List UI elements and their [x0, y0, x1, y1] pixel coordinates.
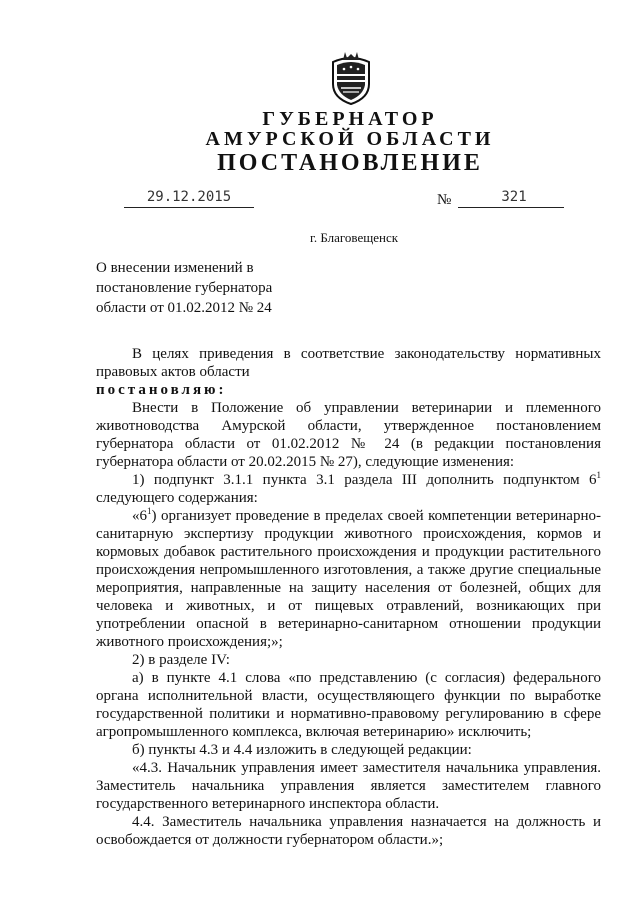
body-line: санитарную экспертизу продукции животного происхождения, кормов и [96, 526, 601, 542]
body-line: 4.4. Заместитель начальника управления назначается на должность и [132, 814, 601, 830]
body-line: кормовых добавок растительного происхождения и продукции растительного [96, 544, 601, 560]
header-title-governor: ГУБЕРНАТОР [262, 108, 438, 130]
body-line: агропромышленного комплекса, включая ветеринарию» исключить; [96, 724, 532, 740]
body-line: государственной политики и нормативно-правовому регулированию в сфере [96, 706, 601, 722]
body-line: освобождается от должности губернатором области.»; [96, 832, 444, 848]
city-name: г. Благовещенск [309, 230, 399, 245]
body-line: происхождения непромышленного изготовления, а также другие специальные [96, 562, 601, 578]
body-line: а) в пункте 4.1 слова «по представлению (с согласия) федерального [132, 670, 601, 686]
body-line: животноводства Амурской области, утвержденное постановлением [96, 418, 601, 434]
body-line: «4.3. Начальник управления имеет заместителя начальника управления. [132, 760, 601, 776]
body-line: Заместитель начальника управления является заместителем главного [96, 778, 601, 794]
decree-word: постановляю: [96, 382, 227, 398]
body-line: 2) в разделе IV: [132, 652, 230, 668]
document-date: 29.12.2015 [146, 189, 232, 205]
body-line: органа исполнительной власти, осуществляющего функции по выработке [96, 688, 601, 704]
body-line: губернатора области от 01.02.2012 № 24 (в редакции постановления [96, 436, 601, 452]
superscript: 1 [147, 506, 152, 516]
coat-of-arms-icon [327, 52, 375, 106]
body-line: мероприятия, направленные на защиту населения от болезней, общих для [96, 580, 601, 596]
body-line: Внести в Положение об управлении ветеринарии и племенного [132, 400, 601, 416]
body-line: правовых актов области [96, 364, 250, 380]
subject-line: области от 01.02.2012 № 24 [96, 300, 272, 316]
body-line: человека и животных, и от пищевых отравлений, возникающих при [96, 598, 601, 614]
body-line [96, 471, 601, 489]
body-line [96, 507, 601, 525]
body-line: употреблении опасной в ветеринарно-санитарном отношении продукции [96, 616, 601, 632]
subject-line: постановление губернатора [96, 280, 273, 296]
document-type-title: ПОСТАНОВЛЕНИЕ [217, 150, 483, 176]
body-line: животного происхождения;»; [96, 634, 283, 650]
subject-line: О внесении изменений в [96, 260, 254, 276]
body-text: ) организует проведение в пределах своей компетенции ветеринарно- [151, 508, 601, 524]
body-text: «6 [132, 508, 147, 524]
date-underline [124, 207, 254, 208]
header-title-region: АМУРСКОЙ ОБЛАСТИ [205, 128, 495, 150]
body-line: губернатора области от 20.02.2015 № 27), следующие изменения: [96, 454, 515, 470]
body-text: 1) подпункт 3.1.1 пункта 3.1 раздела III дополнить подпунктом 6 [132, 472, 597, 488]
body-line: государственного ветеринарного инспектора области. [96, 796, 440, 812]
superscript: 1 [596, 470, 601, 480]
number-sign: № [437, 192, 452, 208]
document-body [96, 345, 601, 849]
body-line: следующего содержания: [96, 490, 258, 506]
number-underline [458, 207, 564, 208]
body-line: б) пункты 4.3 и 4.4 изложить в следующей редакции: [132, 742, 472, 758]
body-line: В целях приведения в соответствие законодательству нормативных [132, 346, 601, 362]
document-number: 321 [501, 189, 527, 205]
document-subject [96, 258, 306, 318]
